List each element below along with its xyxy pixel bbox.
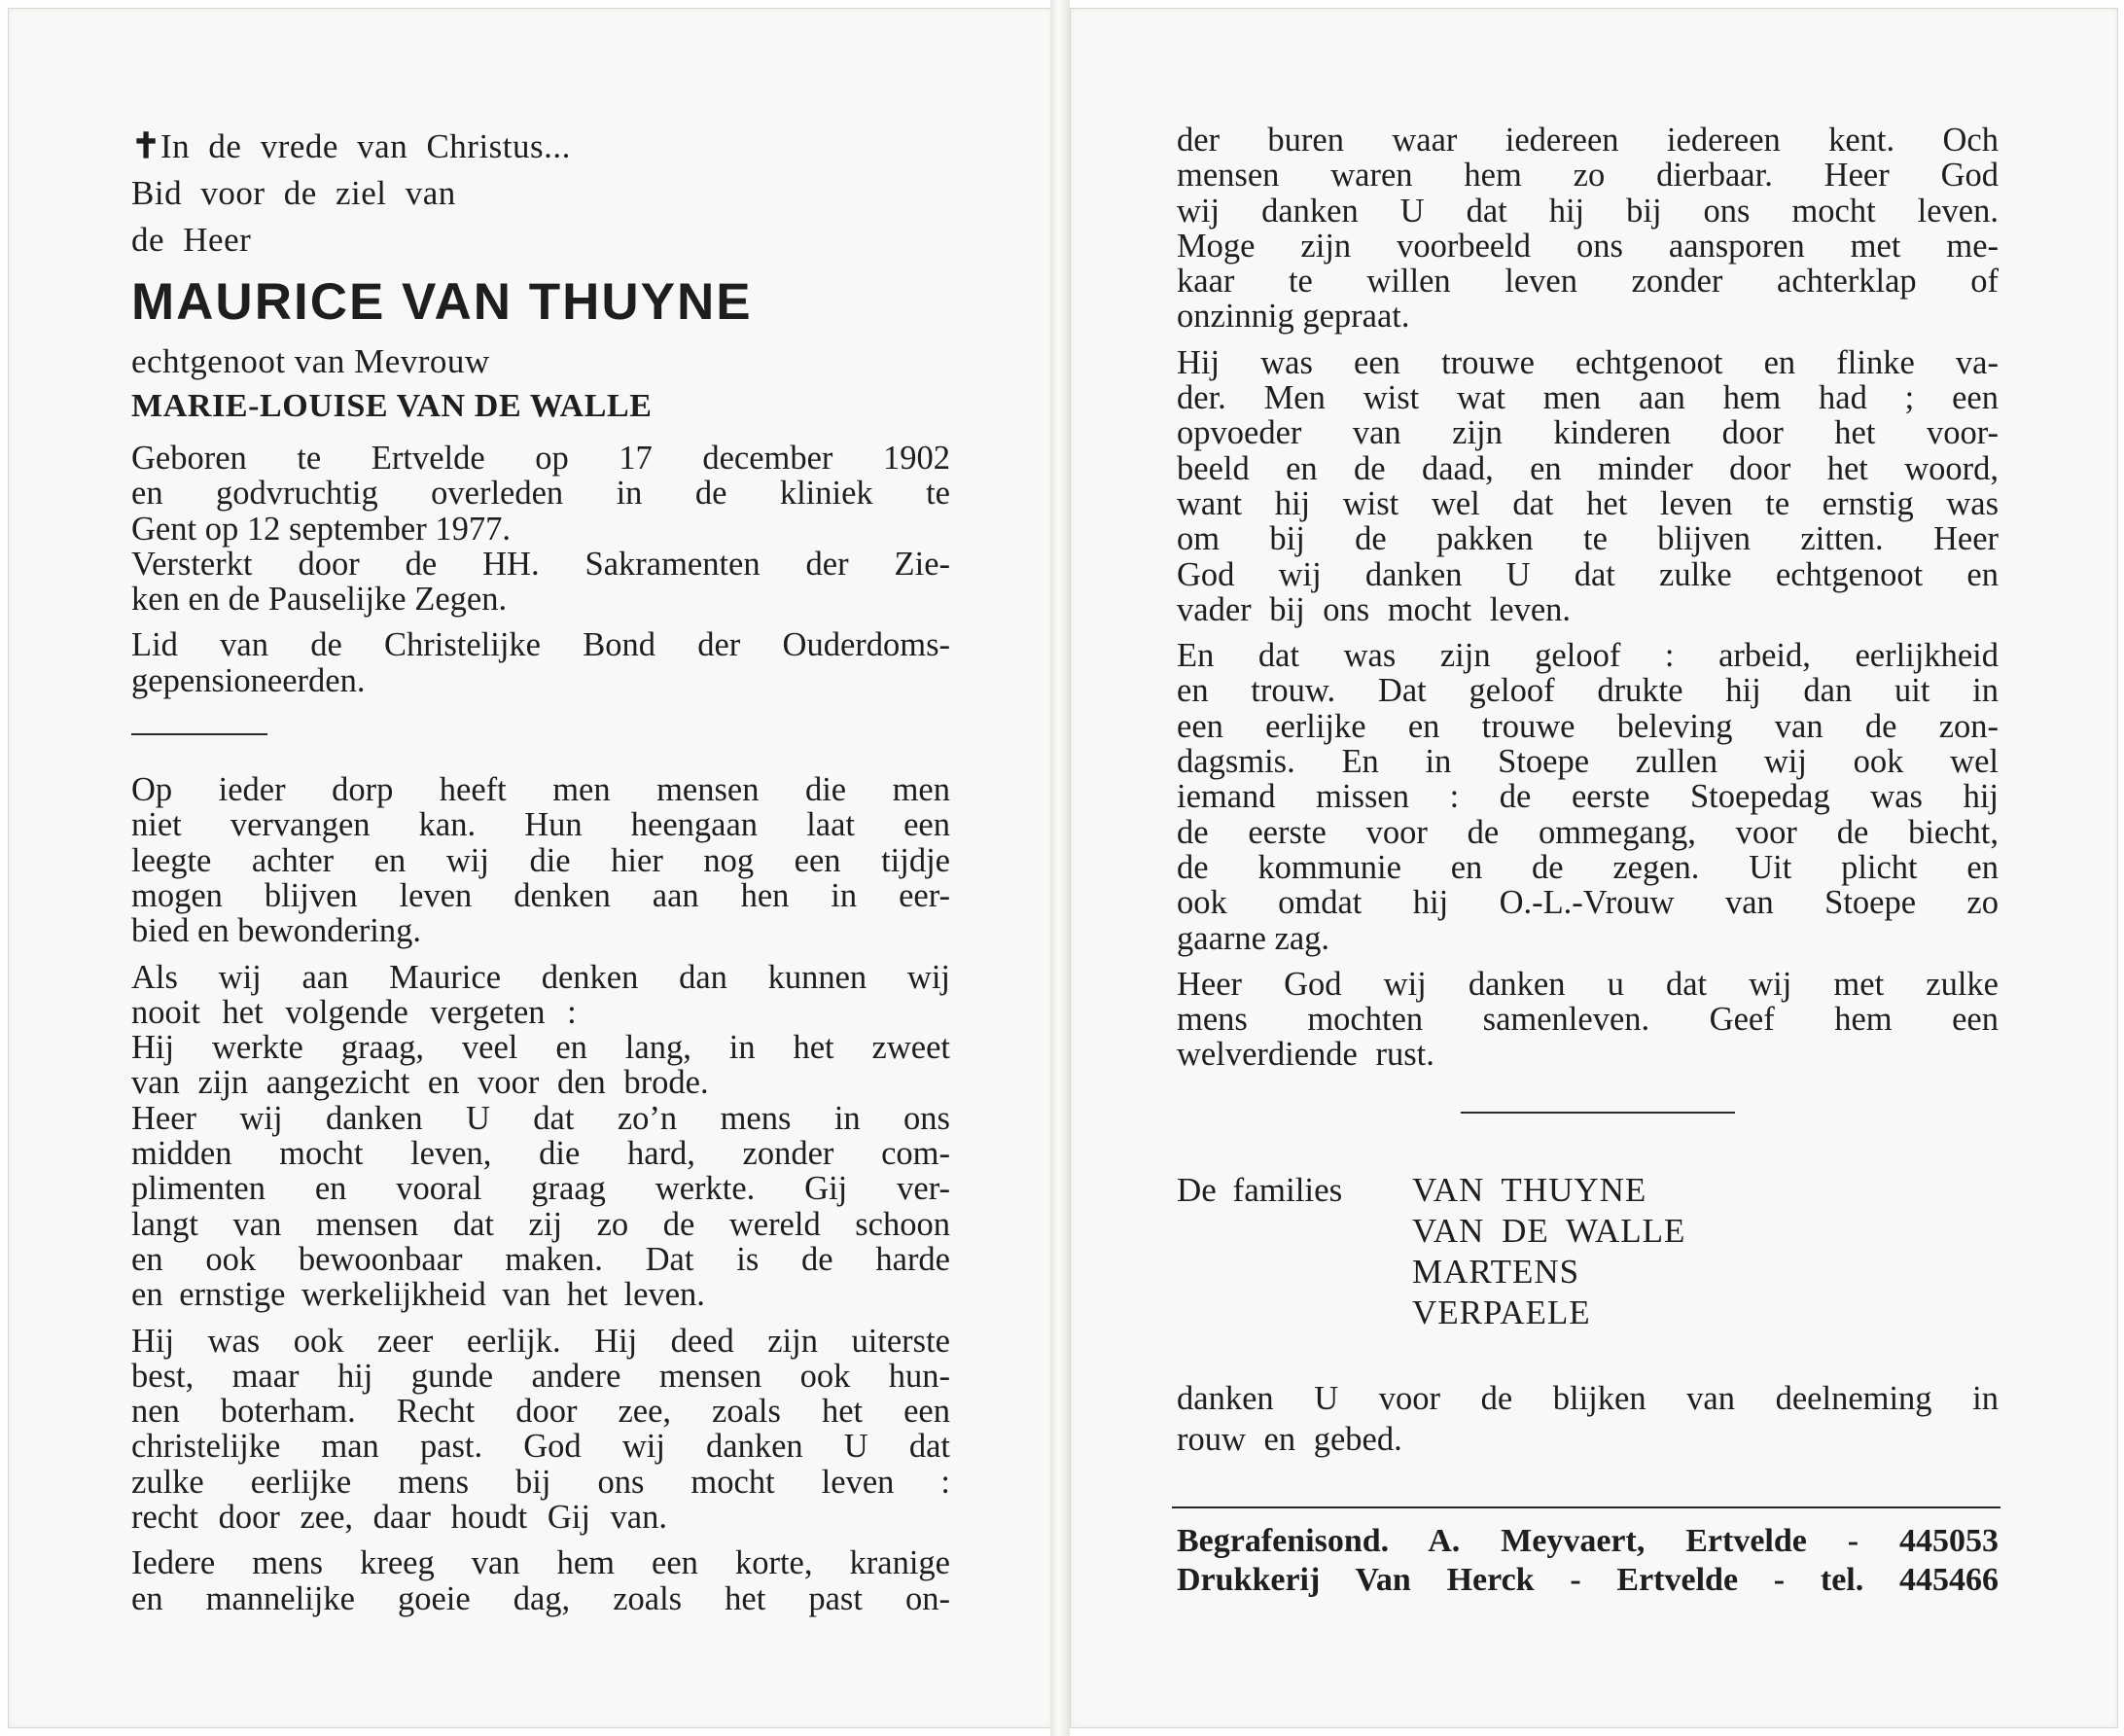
text-line: van zijn aangezicht en voor den brode. [131,1064,709,1102]
intro-line [131,123,950,170]
text-line: iemand missen : de eerste Stoepedag was hij [1177,778,1999,816]
bio-line: en godvruchtig overleden in de kliniek te [131,475,950,513]
text-line: midden mocht leven, die hard, zonder com- [131,1135,950,1173]
text-line: dagsmis. En in Stoepe zullen wij ook wel [1177,743,1999,781]
membership-line: Lid van de Christelijke Bond der Ouderdoms- [131,626,950,664]
text-line: Hij was ook zeer eerlijk. Hij deed zijn uiterste [131,1322,950,1360]
thanks-block [1177,1378,1999,1460]
family-name: VAN THUYNE [1412,1170,1647,1209]
cross-icon: ✝ [131,126,161,165]
spouse-name: MARIE-LOUISE VAN DE WALLE [131,388,653,424]
text-line: langt van mensen dat zij zo de wereld schoon [131,1205,950,1243]
intro-line-2: Bid voor de ziel van [131,174,456,212]
text-line: rouw en gebed. [1177,1420,1402,1458]
family-name: VAN DE WALLE [1412,1211,1686,1250]
text-line: een eerlijke en trouwe beleving van de zon- [1177,707,1999,745]
text-line: best, maar hij gunde andere mensen ook hun- [131,1357,950,1395]
divider-left [131,733,267,735]
membership-block [131,627,950,698]
right-column [1177,123,1999,1600]
text-line: Heer wij danken U dat zo’n mens in ons [131,1099,950,1137]
bio-line: Geboren te Ertvelde op 17 december 1902 [131,440,950,477]
text-line: Hij was een trouwe echtgenoot en flinke va- [1177,343,1999,381]
paragraph-2 [131,960,950,1313]
text-line: Heer God wij danken u dat wij met zulke [1177,965,1999,1003]
text-line: de eerste voor de ommegang, voor de biecht, [1177,813,1999,851]
text-line: om bij de pakken te blijven zitten. Heer [1177,520,1999,558]
text-line: mensen waren hem zo dierbaar. Heer God [1177,157,1999,195]
family-name: VERPAELE [1412,1293,1591,1331]
text-line: En dat was zijn geloof : arbeid, eerlijkheid [1177,637,1999,675]
text-line: God wij danken U dat zulke echtgenoot en [1177,555,1999,593]
text-line: der buren waar iedereen iedereen kent. Och [1177,122,1999,159]
intro-line-1: In de vrede van Christus... [160,127,571,165]
footer-divider [1172,1506,2000,1508]
intro-line-3: de Heer [131,221,252,259]
printer-line: Drukkerij Van Herck - Ertvelde - tel. 445466 [1177,1561,1999,1598]
family-name: MARTENS [1412,1252,1580,1291]
paragraph-1 [131,772,950,948]
paragraph-8 [1177,967,1999,1073]
family-names [1412,1170,1685,1333]
text-line: zulke eerlijke mens bij ons mocht leven : [131,1463,950,1501]
card-fold [1050,0,1070,1736]
text-line: welverdiende rust. [1177,1036,1434,1074]
text-line: ook omdat hij O.-L.-Vrouw van Stoepe zo [1177,884,1999,922]
bio-block [131,441,950,617]
text-line: mens mochten samenleven. Geef hem een [1177,1001,1999,1039]
deceased-name: MAURICE VAN THUYNE [131,273,753,331]
text-line: danken U voor de blijken van deelneming in [1177,1379,1999,1417]
text-line: Hij werkte graag, veel en lang, in het zweet [131,1029,950,1067]
text-line: de kommunie en de zegen. Uit plicht en [1177,848,1999,886]
text-line: en trouw. Dat geloof drukte hij dan uit in [1177,672,1999,710]
text-line: Iedere mens kreeg van hem een korte, kranige [131,1544,950,1582]
families-label: De families [1177,1170,1343,1209]
paragraph-5 [1177,123,1999,335]
paragraph-6 [1177,345,1999,627]
undertaker-line: Begrafenisond. A. Meyvaert, Ertvelde - 445053 [1177,1522,1999,1559]
text-line: wij danken U dat hij bij ons mocht leven. [1177,192,1999,230]
divider-right [1461,1112,1735,1114]
text-line: christelijke man past. God wij danken U dat [131,1428,950,1466]
left-column [131,123,950,1616]
spouse-title: echtgenoot van Mevrouw [131,342,490,380]
bio-line: ken en de Pauselijke Zegen. [131,581,508,619]
text-line: Moge zijn voorbeeld ons aansporen met me- [1177,227,1999,265]
text-line: en ook bewoonbaar maken. Dat is de harde [131,1240,950,1278]
bio-line: Versterkt door de HH. Sakramenten der Zie- [131,545,950,583]
text-line: en mannelijke goeie dag, zoals het past on- [131,1579,950,1617]
text-line: niet vervangen kan. Hun heengaan laat een [131,806,950,844]
bio-line: Gent op 12 september 1977. [131,510,511,548]
text-line: nooit het volgende vergeten : [131,993,577,1031]
text-line: beeld en de daad, en minder door het woord, [1177,449,1999,487]
text-line: opvoeder van zijn kinderen door het voor- [1177,414,1999,452]
text-line: Op ieder dorp heeft men mensen die men [131,771,950,809]
membership-line: gepensioneerden. [131,661,366,699]
paragraph-7 [1177,638,1999,956]
text-line: onzinnig gepraat. [1177,298,1410,336]
paragraph-4 [131,1545,950,1616]
families-block [1177,1170,1999,1333]
text-line: Als wij aan Maurice denken dan kunnen wij [131,958,950,996]
text-line: leegte achter en wij die hier nog een tijdje [131,841,950,879]
text-line: mogen blijven leven denken aan hen in eer- [131,876,950,914]
text-line: want hij wist wel dat het leven te ernstig was [1177,484,1999,522]
text-line: vader bij ons mocht leven. [1177,590,1572,628]
text-line: nen boterham. Recht door zee, zoals het een [131,1393,950,1431]
text-line: gaarne zag. [1177,919,1330,957]
paragraph-3 [131,1324,950,1536]
text-line: kaar te willen leven zonder achterklap of [1177,263,1999,301]
text-line: recht door zee, daar houdt Gij van. [131,1499,667,1537]
text-line: bied en bewondering. [131,912,421,950]
text-line: plimenten en vooral graag werkte. Gij ver- [131,1170,950,1208]
text-line: der. Men wist wat men aan hem had ; een [1177,379,1999,417]
printer-block [1177,1522,1999,1600]
text-line: en ernstige werkelijkheid van het leven. [131,1276,705,1314]
